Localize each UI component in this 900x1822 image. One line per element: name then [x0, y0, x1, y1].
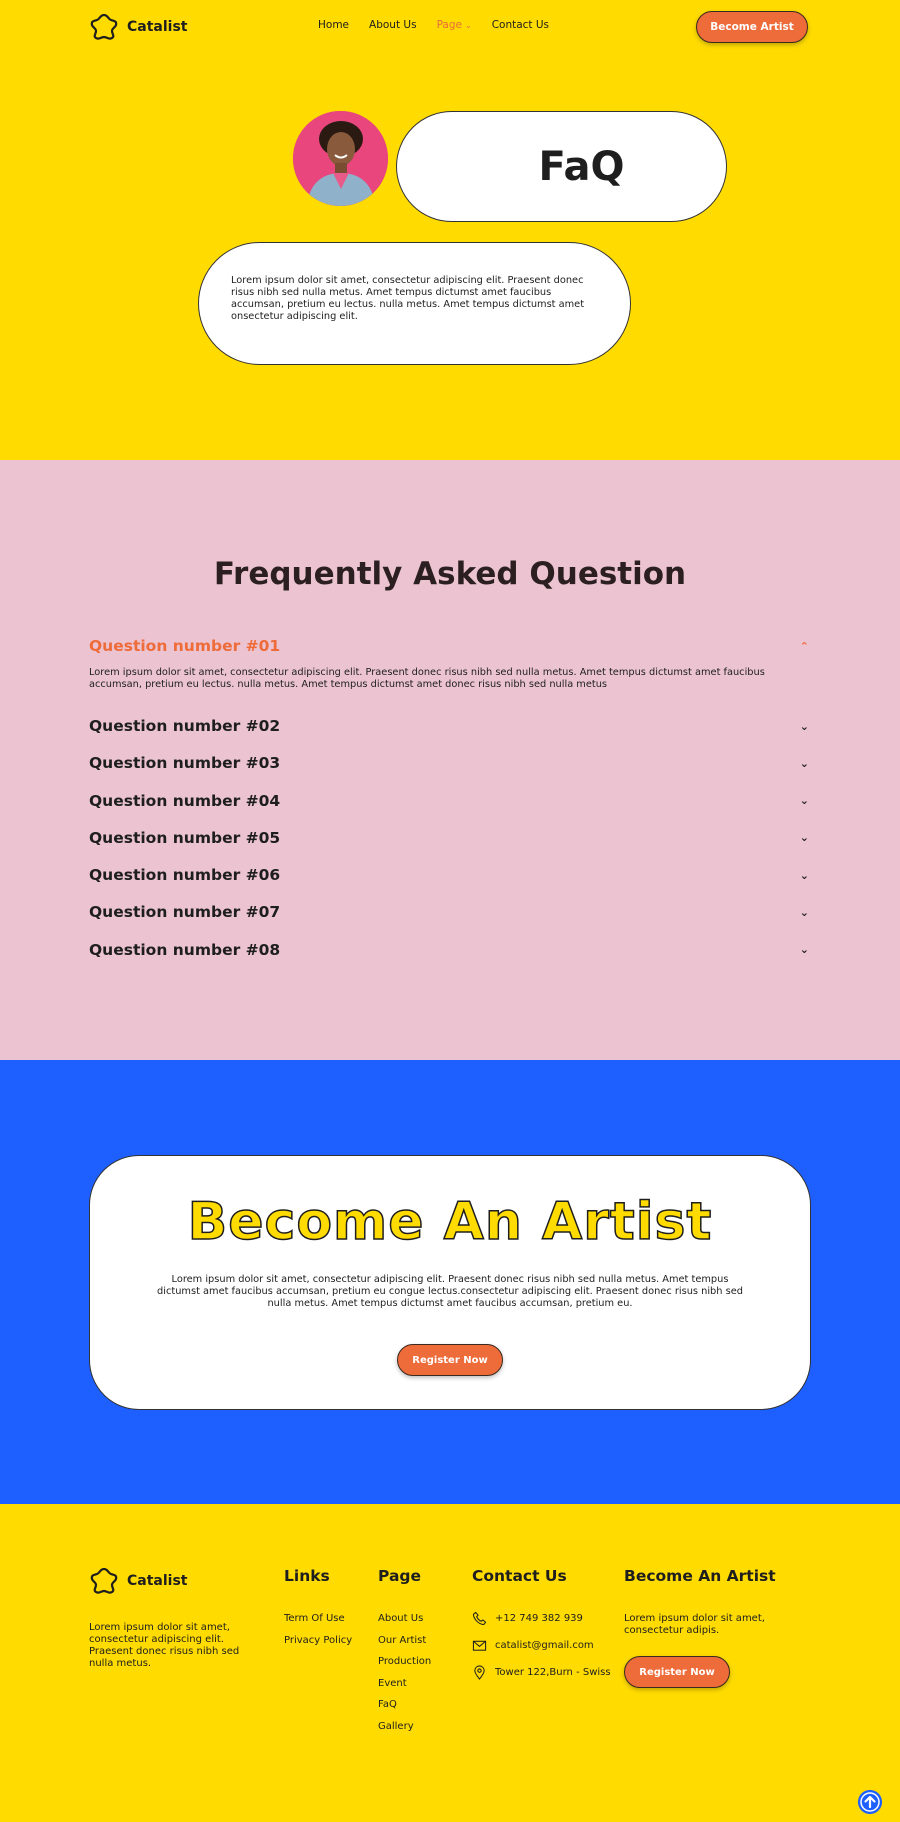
faq-question-label: Question number #07	[89, 903, 281, 922]
chevron-down-icon: ⌄	[799, 719, 809, 733]
footer-links-column	[284, 1567, 352, 1657]
phone-icon	[472, 1611, 487, 1626]
faq-question-4[interactable]	[89, 791, 811, 811]
chevron-down-icon: ⌄	[799, 905, 809, 919]
chevron-down-icon: ⌄	[799, 831, 809, 845]
become-artist-button[interactable]: Become Artist	[696, 11, 808, 43]
chevron-down-icon: ⌄	[464, 21, 472, 30]
become-artist-text: Lorem ipsum dolor sit amet, consectetur adipiscing elit. Praesent donec risus nibh sed nulla metus. Amet tempus dictumst amet faucibus accumsan, pretium eu congue lectus.consectetur adipiscing elit. Praesent donec risus nibh sed nulla metus. Amet tempus dictumst amet faucibus accumsan, pretium eu.	[157, 1274, 743, 1309]
contact-address	[472, 1665, 611, 1680]
faq-section	[0, 460, 900, 1060]
become-artist-section	[0, 1060, 900, 1504]
footer-contact-column	[472, 1567, 611, 1694]
footer-register-now-button[interactable]: Register Now	[624, 1656, 730, 1688]
logo-icon	[89, 12, 119, 42]
chevron-down-icon: ⌄	[799, 794, 809, 808]
footer-link-production[interactable]: Production	[378, 1656, 432, 1667]
nav-home[interactable]: Home	[318, 19, 350, 31]
faq-question-label: Question number #05	[89, 828, 281, 847]
nav-page-label: Page	[436, 19, 462, 31]
become-artist-heading: Become An Artist	[187, 1192, 713, 1252]
faq-question-label: Question number #01	[89, 637, 281, 655]
footer-brand-logo[interactable]	[89, 1566, 187, 1596]
chevron-down-icon: ⌄	[799, 868, 809, 882]
faq-question-label: Question number #02	[89, 717, 281, 735]
faq-question-label: Question number #04	[89, 791, 281, 810]
page-title-box	[396, 111, 727, 222]
brand-logo[interactable]	[89, 12, 187, 42]
avatar	[293, 111, 388, 206]
faq-question-2[interactable]	[89, 716, 811, 736]
contact-address-text: Tower 122,Burn - Swiss	[495, 1667, 611, 1678]
footer-links-heading: Links	[284, 1567, 330, 1585]
main-menu	[318, 19, 549, 31]
footer-page-heading: Page	[378, 1567, 422, 1585]
faq-answer-1: Lorem ipsum dolor sit amet, consectetur adipiscing elit. Praesent donec risus nibh sed nulla metus. Amet tempus dictumst amet faucibus accumsan, pretium eu lectus. nulla metus. Amet tempus dictumst amet donec risus nibh sed nulla metus	[89, 667, 765, 690]
chevron-up-icon: ⌃	[799, 639, 809, 653]
faq-question-5[interactable]	[89, 828, 811, 848]
become-artist-card	[89, 1155, 811, 1410]
faq-question-label: Question number #08	[89, 940, 281, 959]
hero-description-box	[198, 242, 631, 365]
brand-name: Catalist	[127, 19, 188, 35]
footer-link-term-of-use[interactable]: Term Of Use	[284, 1613, 345, 1624]
footer-link-faq[interactable]: FaQ	[378, 1699, 397, 1710]
footer-contact-heading: Contact Us	[472, 1567, 567, 1585]
contact-phone-text: +12 749 382 939	[495, 1613, 583, 1624]
footer-link-about-us[interactable]: About Us	[378, 1613, 424, 1624]
page-title: FaQ	[538, 143, 625, 190]
nav-about-us[interactable]: About Us	[369, 19, 417, 31]
faq-question-6[interactable]	[89, 865, 811, 885]
footer-link-privacy-policy[interactable]: Privacy Policy	[284, 1635, 353, 1646]
faq-question-label: Question number #03	[89, 754, 281, 773]
register-now-button[interactable]: Register Now	[397, 1344, 503, 1376]
faq-question-3[interactable]	[89, 753, 811, 773]
nav-contact-us[interactable]: Contact Us	[491, 19, 550, 31]
faq-question-8[interactable]	[89, 940, 811, 960]
footer-link-our-artist[interactable]: Our Artist	[378, 1634, 427, 1646]
faq-question-label: Question number #06	[89, 866, 281, 885]
nav-page[interactable]	[437, 19, 472, 31]
arrow-up-icon[interactable]	[858, 1790, 882, 1814]
chevron-down-icon: ⌄	[799, 943, 809, 957]
faq-question-1[interactable]	[89, 636, 811, 656]
contact-email-text: catalist@gmail.com	[495, 1640, 594, 1651]
footer-brand-name: Catalist	[127, 1573, 188, 1589]
footer-description: Lorem ipsum dolor sit amet, consectetur adipiscing elit. Praesent donec risus nibh sed nulla metus.	[89, 1622, 240, 1669]
footer	[0, 1504, 900, 1822]
mail-icon	[472, 1638, 487, 1653]
top-nav	[0, 0, 900, 53]
footer-page-column	[378, 1567, 431, 1742]
hero-section	[0, 0, 900, 460]
faq-title: Frequently Asked Question	[213, 556, 687, 592]
location-pin-icon	[472, 1665, 487, 1680]
logo-icon	[89, 1566, 119, 1596]
chevron-down-icon: ⌄	[799, 756, 809, 770]
footer-become-artist-text: Lorem ipsum dolor sit amet, consectetur adipis.	[624, 1613, 765, 1636]
footer-link-gallery[interactable]: Gallery	[378, 1720, 414, 1732]
contact-email[interactable]	[472, 1638, 611, 1653]
footer-link-event[interactable]: Event	[378, 1677, 407, 1689]
footer-become-artist-heading: Become An Artist	[624, 1567, 776, 1585]
hero-description: Lorem ipsum dolor sit amet, consectetur adipiscing elit. Praesent donec risus nibh sed nulla metus. Amet tempus dictumst amet faucibus accumsan, pretium eu lectus. nulla metus. Amet tempus dictumst amet onsectetur adipiscing elit.	[231, 275, 585, 322]
footer-become-artist-column	[624, 1567, 784, 1688]
avatar-image	[293, 111, 388, 206]
contact-phone[interactable]	[472, 1611, 611, 1626]
faq-list	[89, 636, 811, 960]
faq-question-7[interactable]	[89, 902, 811, 922]
